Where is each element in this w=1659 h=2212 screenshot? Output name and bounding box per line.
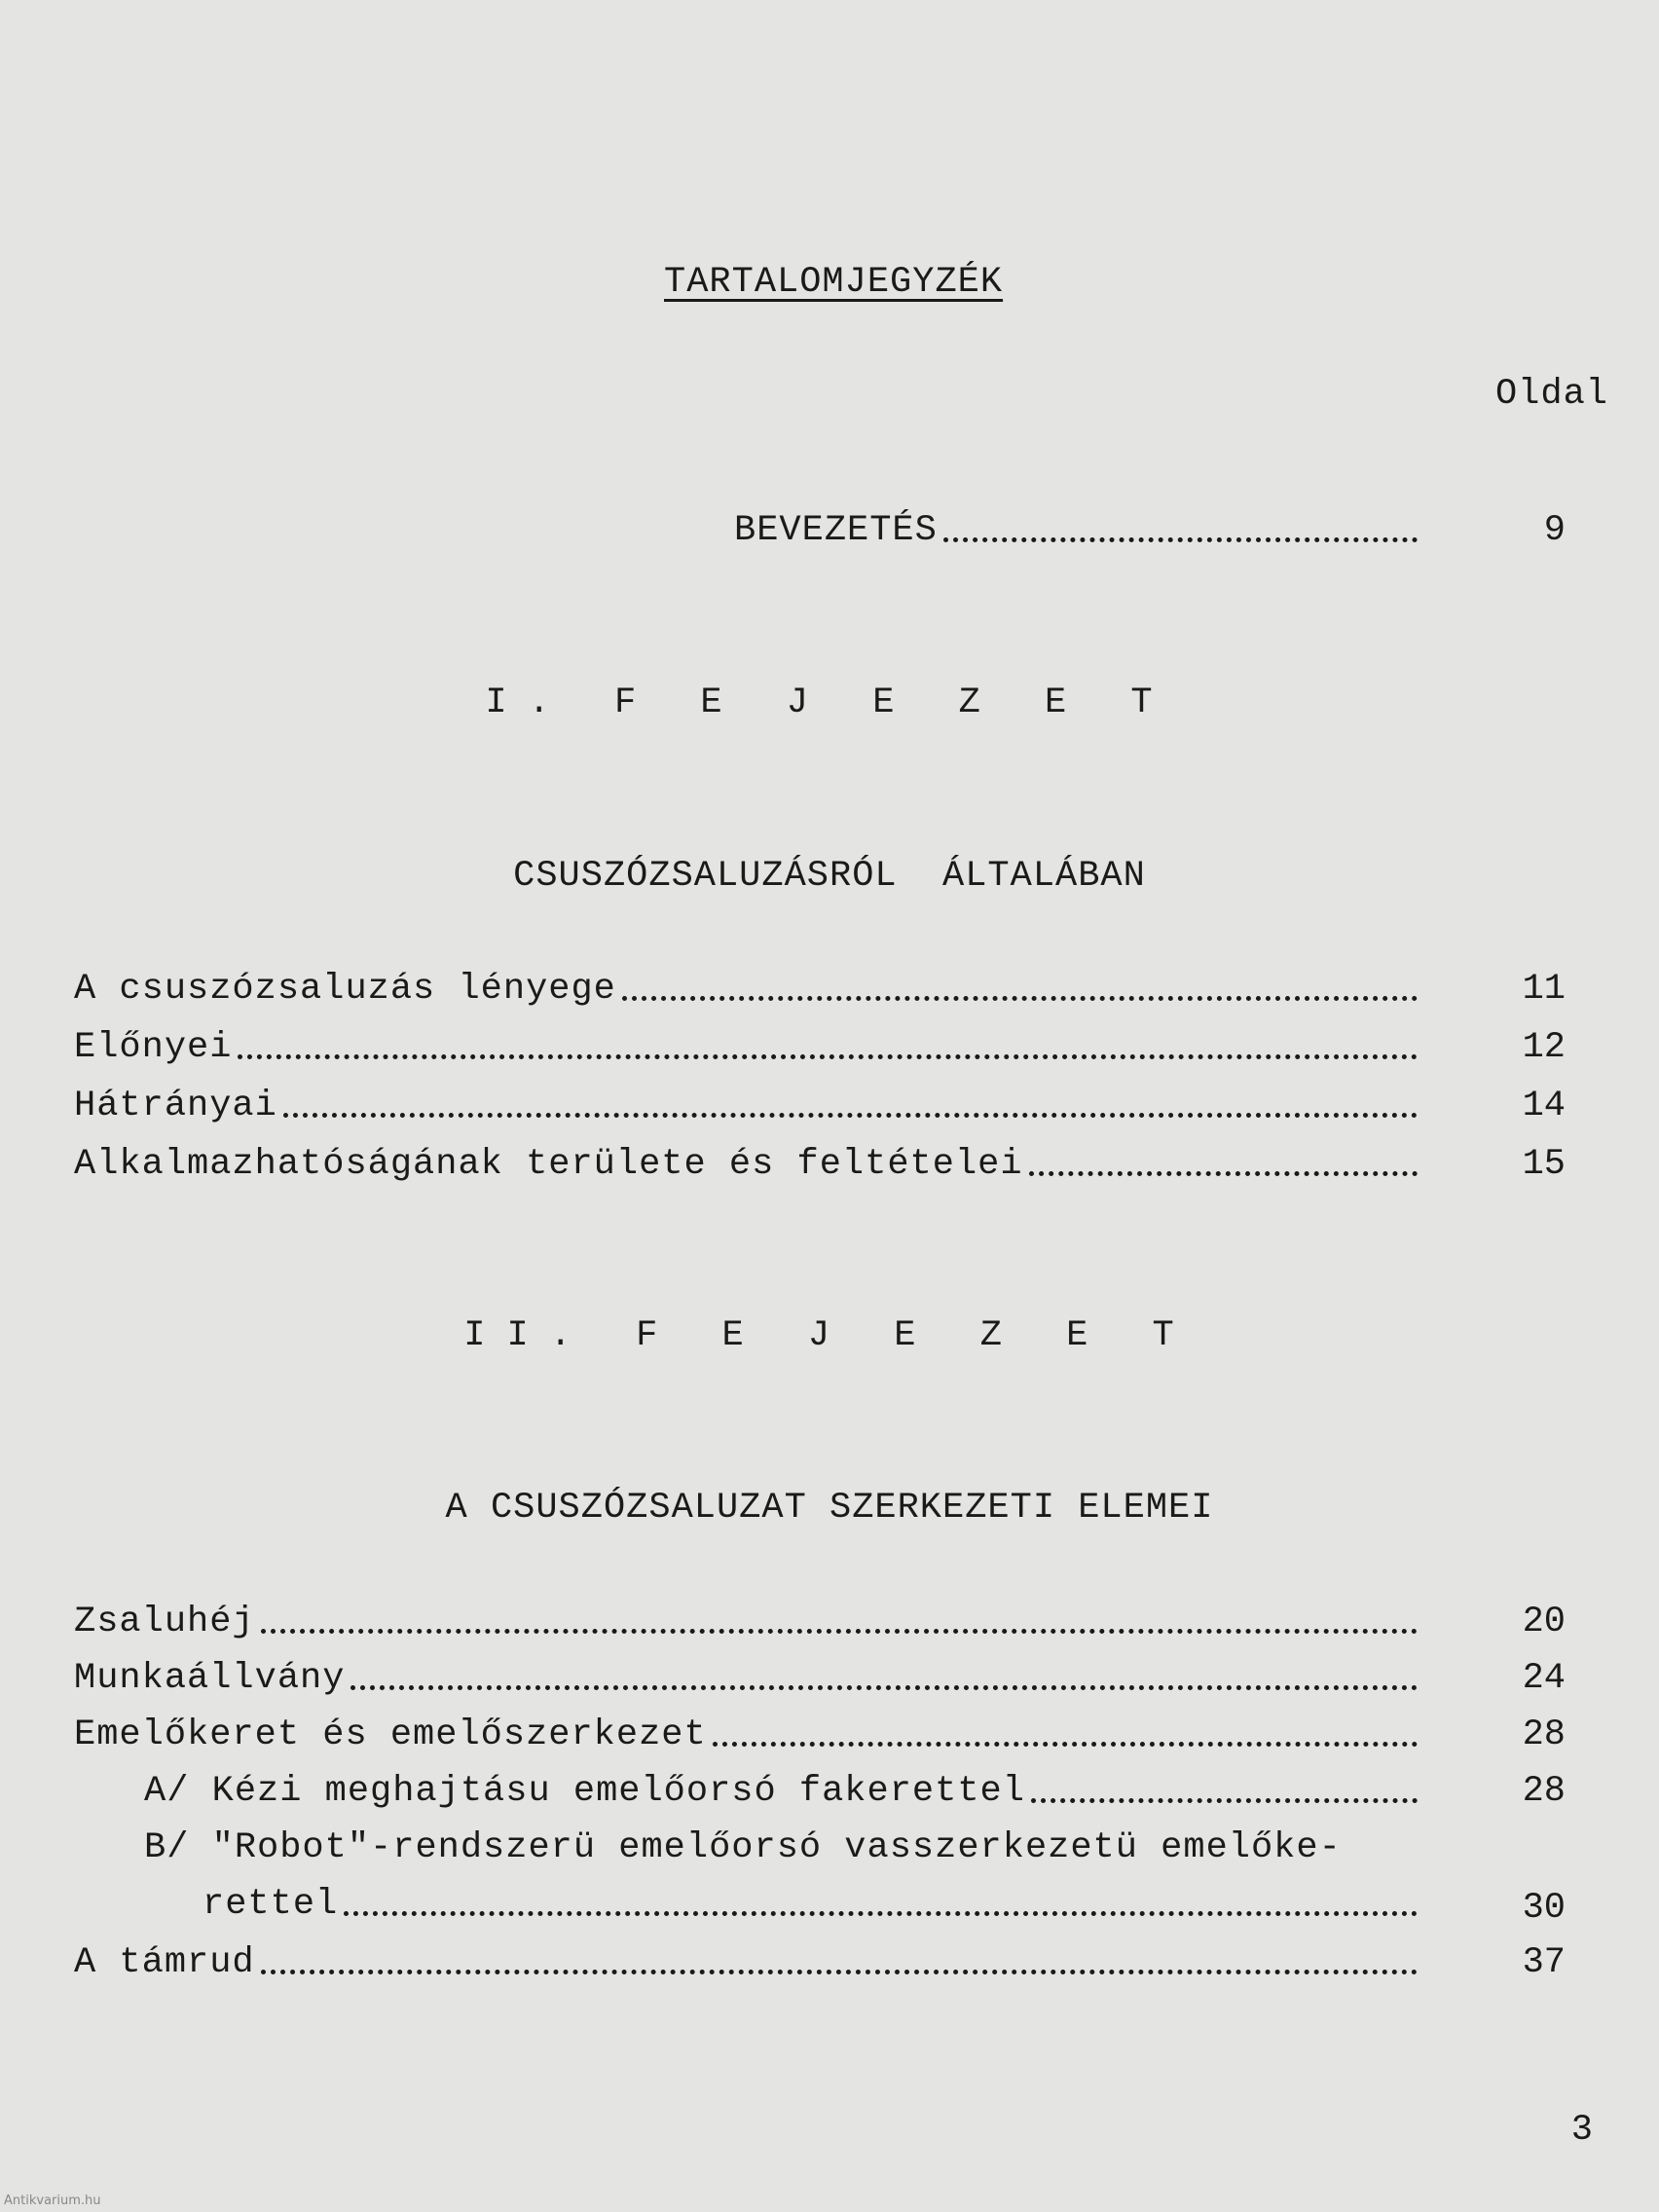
leader-dots xyxy=(261,1970,1418,1974)
toc-entry-label: Alkalmazhatóságának területe és feltételei xyxy=(74,1144,1023,1185)
toc-subentry xyxy=(144,1770,1418,1813)
toc-entry-page: 11 xyxy=(1522,969,1566,1010)
leader-dots xyxy=(713,1742,1418,1747)
leader-dots xyxy=(344,1911,1418,1916)
chapter-2-heading: A CSUSZÓZSALUZAT SZERKEZETI ELEMEI xyxy=(445,1488,1214,1529)
toc-entry xyxy=(74,968,1418,1011)
page-number: 3 xyxy=(1570,2110,1593,2151)
toc-entry-page: 12 xyxy=(1522,1027,1566,1068)
leader-dots xyxy=(283,1113,1418,1118)
toc-entry-intro xyxy=(734,509,1418,552)
toc-subentry-line1: B/ "Robot"-rendszerü emelőorsó vasszerkezetü emelőke- xyxy=(144,1827,1342,1868)
toc-entry-page: 30 xyxy=(1522,1888,1566,1929)
toc-entry-page: 28 xyxy=(1522,1771,1566,1812)
toc-entry xyxy=(74,1714,1418,1756)
toc-title: TARTALOMJEGYZÉK xyxy=(664,262,1004,303)
leader-dots xyxy=(261,1629,1418,1634)
toc-entry-label: rettel xyxy=(203,1884,339,1925)
chapter-2-number: II. F E J E Z E T xyxy=(463,1315,1196,1356)
toc-entry-label: A/ Kézi meghajtásu emelőorsó fakerettel xyxy=(144,1771,1025,1812)
toc-entry-label: Előnyei xyxy=(74,1027,233,1068)
toc-entry-page: 37 xyxy=(1522,1942,1566,1983)
chapter-1-heading: CSUSZÓZSALUZÁSRÓL ÁLTALÁBAN xyxy=(513,856,1146,897)
toc-entry-page: 20 xyxy=(1522,1602,1566,1642)
chapter-1-number: I. F E J E Z E T xyxy=(485,682,1174,723)
toc-entry-page: 14 xyxy=(1522,1086,1566,1126)
watermark: Antikvarium.hu xyxy=(4,2194,101,2208)
toc-entry xyxy=(74,1601,1418,1643)
toc-entry xyxy=(74,1085,1418,1127)
toc-entry xyxy=(74,1941,1418,1984)
toc-entry-page: 15 xyxy=(1522,1144,1566,1185)
toc-entry-page: 9 xyxy=(1543,510,1566,551)
toc-entry xyxy=(74,1657,1418,1700)
leader-dots xyxy=(622,996,1418,1001)
toc-subentry xyxy=(203,1883,1418,1926)
page-column-label: Oldal xyxy=(1494,374,1608,415)
leader-dots xyxy=(1031,1798,1418,1803)
toc-entry-label: Emelőkeret és emelőszerkezet xyxy=(74,1714,707,1755)
leader-dots xyxy=(1029,1171,1418,1176)
toc-entry-label: Zsaluhéj xyxy=(74,1602,255,1642)
leader-dots xyxy=(943,537,1418,542)
leader-dots xyxy=(238,1054,1418,1059)
toc-entry-page: 28 xyxy=(1522,1714,1566,1755)
toc-entry-label: Munkaállvány xyxy=(74,1658,346,1699)
toc-entry-label: A csuszózsaluzás lényege xyxy=(74,969,616,1010)
leader-dots xyxy=(350,1685,1418,1690)
toc-entry xyxy=(74,1143,1418,1186)
toc-entry-label: Hátrányai xyxy=(74,1086,277,1126)
toc-entry-page: 24 xyxy=(1522,1658,1566,1699)
toc-entry-label: A támrud xyxy=(74,1942,255,1983)
toc-entry-label: BEVEZETÉS xyxy=(734,510,938,551)
toc-entry xyxy=(74,1026,1418,1069)
